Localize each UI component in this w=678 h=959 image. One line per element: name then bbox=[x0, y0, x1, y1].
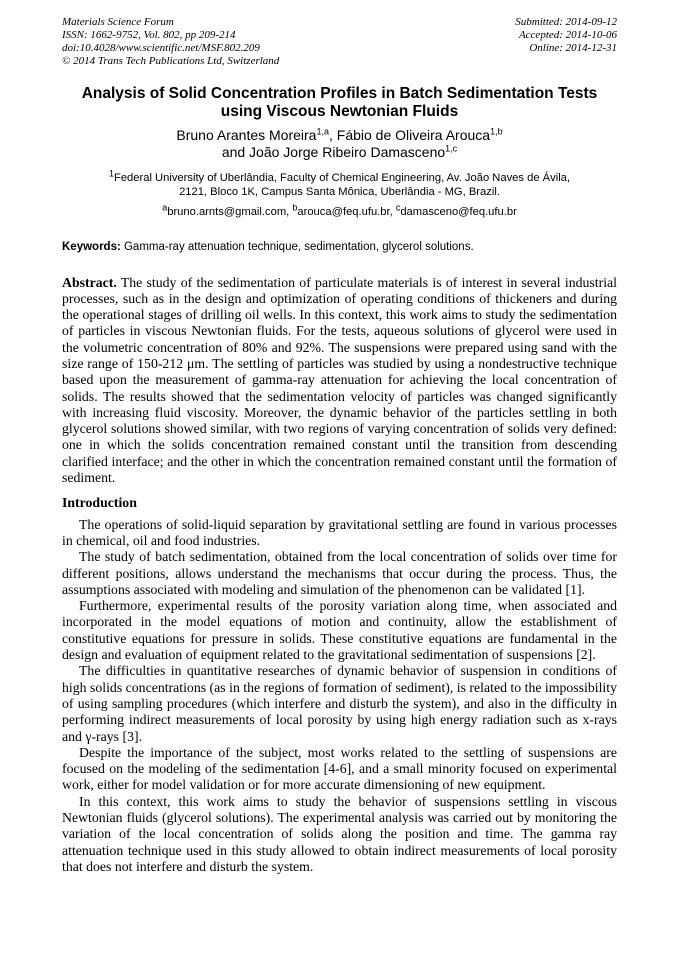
email-b: arouca@feq.ufu.br, bbox=[297, 206, 396, 218]
author-1: Bruno Arantes Moreira bbox=[176, 127, 317, 143]
submission-dates bbox=[515, 16, 617, 68]
affiliation bbox=[62, 168, 617, 199]
journal-info bbox=[62, 16, 279, 68]
author-emails bbox=[62, 202, 617, 220]
journal-header bbox=[62, 16, 617, 68]
author-line-2 bbox=[62, 144, 617, 161]
online-date: Online: 2014-12-31 bbox=[529, 42, 617, 54]
keywords-line bbox=[62, 240, 617, 254]
intro-paragraph-2: The study of batch sedimentation, obtained from the local concentration of solids over time for different positions, allows understand the mechanisms that occur during the process. Thus, the assumptions associated with modeling and simulation of the phenomenon can be validated [1]. bbox=[62, 549, 617, 597]
intro-paragraph-1: The operations of solid-liquid separation by gravitational settling are found in various processes in chemical, oil and food industries. bbox=[62, 516, 617, 548]
author-3-superscript: 1,c bbox=[445, 143, 458, 154]
email-c: damasceno@feq.ufu.br bbox=[400, 206, 517, 218]
author-list bbox=[62, 127, 617, 161]
accepted-date: Accepted: 2014-10-06 bbox=[518, 29, 617, 41]
intro-paragraph-6: In this context, this work aims to study the behavior of suspensions settling in viscous Newtonian fluids (glycerol solutions). The experimental analysis was carried out by monitoring the variation of the local concentration of solids along the position and time. The gamma ray attenuation technique used in this study allowed to obtain indirect measurements of local porosity that does not interfere and disturb the system. bbox=[62, 793, 617, 874]
intro-paragraph-3: Furthermore, experimental results of the porosity variation along time, when associated and incorporated in the model equations of motion and continuity, allow the establishment of constitutive equations for pressure in solids. These constitutive equations are fundamental in the design and evaluation of equipment related to the gravitational sedimentation of suspensions [2]. bbox=[62, 598, 617, 663]
journal-issn-volume: ISSN: 1662-9752, Vol. 802, pp 209-214 bbox=[62, 29, 236, 41]
abstract-paragraph bbox=[62, 275, 617, 487]
author-3: and João Jorge Ribeiro Damasceno bbox=[221, 144, 446, 160]
intro-paragraph-5: Despite the importance of the subject, most works related to the settling of suspensions are focused on the modeling of the sedimentation [4-6], and a small minority focused on experimental work, either for model validation or for more accurate dimensioning of new equipment. bbox=[62, 744, 617, 793]
paper-title-line1: Analysis of Solid Concentration Profiles in Batch Sedimentation Tests bbox=[81, 85, 598, 102]
affiliation-line-2: 2121, Bloco 1K, Campus Santa Mônica, Uberlândia - MG, Brazil. bbox=[179, 185, 500, 198]
email-a: bruno.arnts@gmail.com, bbox=[167, 206, 293, 218]
intro-paragraph-4: The difficulties in quantitative researches of dynamic behavior of suspension in conditions of high solids concentrations (as in the regions of formation of sediment), is related to the impossibility of using sampling procedures (which interfere and disturb the system), and also in the difficulty in performing indirect measurements of local porosity by using high energy radiation such as x-rays and γ-rays [3]. bbox=[62, 663, 617, 744]
section-heading-introduction: Introduction bbox=[62, 495, 137, 511]
author-line-1 bbox=[62, 127, 617, 144]
email-a-superscript: a bbox=[162, 202, 168, 213]
author-1-superscript: 1,a bbox=[316, 126, 329, 137]
email-c-superscript: c bbox=[395, 202, 401, 213]
journal-name: Materials Science Forum bbox=[62, 16, 174, 28]
affiliation-superscript: 1 bbox=[108, 168, 114, 179]
keywords-label: Keywords: bbox=[62, 240, 121, 253]
author-2: Fábio de Oliveira Arouca bbox=[336, 127, 491, 143]
abstract-text: The study of the sedimentation of particulate materials is of interest in several industrial processes, such as in the design and optimization of operating conditions of thickeners and during the operational stages of drilling oil wells. In this context, this work aims to study the sedimentation of particles in viscous Newtonian fluids. For the tests, aqueous solutions of glycerol were used in the volumetric concentration of 80% and 92%. The suspensions were prepared using sand with the size range of 150-212 μm. The settling of particles was studied by using a nondestructive technique based upon the measurement of gamma-ray attenuation for achieving the local concentration of solids. The results showed that the sedimentation velocity of particles was changed significantly with increasing fluid viscosity. Moreover, the dynamic behavior of the particles settling in both glycerol solutions showed similar, with two regions of varying concentration of solids very defined: one in which the solids concentration remained constant until the transition from descending clarified interface; and the other in which the concentration remained constant until the formation of sediment. bbox=[62, 274, 617, 486]
email-b-superscript: b bbox=[292, 202, 298, 213]
paper-title-line2: using Viscous Newtonian Fluids bbox=[220, 103, 459, 120]
abstract-label: Abstract. bbox=[62, 274, 117, 290]
author-separator: , bbox=[328, 127, 337, 143]
affiliation-line-1 bbox=[62, 168, 617, 186]
paper-title bbox=[62, 85, 617, 121]
keywords-text: Gamma-ray attenuation technique, sedimentation, glycerol solutions. bbox=[120, 240, 474, 253]
journal-doi: doi:10.4028/www.scientific.net/MSF.802.209 bbox=[62, 42, 260, 54]
author-2-superscript: 1,b bbox=[490, 126, 503, 137]
affiliation-text-1: Federal University of Uberlândia, Faculty of Chemical Engineering, Av. João Naves de Ávila, bbox=[114, 172, 571, 184]
journal-copyright: © 2014 Trans Tech Publications Ltd, Switzerland bbox=[62, 55, 280, 67]
submitted-date: Submitted: 2014-09-12 bbox=[515, 16, 617, 28]
